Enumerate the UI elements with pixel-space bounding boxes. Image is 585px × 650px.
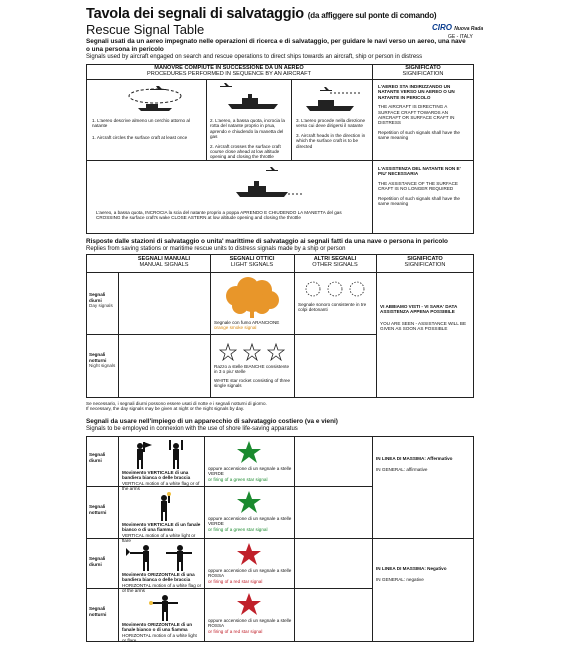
white-star-rocket-icon (216, 342, 290, 362)
section2-col-manual: SEGNALI MANUALI MANUAL SIGNALS (137, 256, 191, 269)
section3-side-divider (118, 436, 119, 642)
meaning2: L'ASSISTENZA DEL NATANTE NON E' PIU' NECESSARIA THE ASSISTANCE OF THE SURFACE CRAFT IS NO LONGER REQUIRED Repetition of such signals shall have the same meaning (378, 166, 461, 207)
r2-night-label: Segnali notturni (89, 504, 107, 515)
section1-header-divider (86, 79, 474, 80)
section2-side-divider (118, 272, 119, 398)
other-signal-text: Segnale sonoro consistente in tre colpi detonanti (298, 302, 367, 313)
r4-night-label: Segnali notturni (89, 606, 107, 617)
r2-manual-text: Movimento VERTICALE di un fanale bianco o di una fiamma VERTICAL motion of a white light or flare (122, 522, 201, 544)
section3-heading: Segnali da usare nell'impiego di un apparecchio di salvataggio costiero (va e vieni) (86, 418, 338, 425)
person-flag-vertical-icon (126, 440, 196, 470)
section2-meaning: VI ABBIAMO VISTI - VI SARA' DATA ASSISTENZA APPENA POSSIBILE YOU ARE SEEN - ASSISTANCE WILL BE GIVEN AS SOON AS POSSIBLE (380, 304, 467, 332)
section2-day-label: Segnali diurni Day signals (89, 292, 113, 308)
section3-col-divider-2 (294, 436, 295, 642)
brand-sub: Nuova Rada (454, 26, 484, 32)
section1-heading-en: Signals used by aircraft engaged on search and rescue operations to direct ships towards an aircraft, ship or person in distress (86, 54, 423, 60)
section2-col-light: SEGNALI OTTICI LIGHT SIGNALS (229, 256, 275, 269)
orange-smoke-text: Segnale con fumo ARANCIONE orange smoke signal (214, 320, 280, 331)
person-light-horizontal-icon (148, 592, 182, 622)
section2-row-divider (86, 334, 376, 335)
section1-row-divider (86, 160, 474, 161)
section2-heading-en: Replies from saving stations or maritime rescue units to distress signals made by a ship or person (86, 246, 346, 252)
r3-manual-text: Movimento ORIZZONTALE di una bandiera bianca o delle braccia HORIZONTAL motion of a white flag or of the arms (122, 572, 202, 594)
aircraft-heading-icon (300, 84, 368, 116)
step4-text: L'aereo, a bassa quota, INCROCIA la scia del natante proprio a poppa APRENDO E CHIUDENDO LA MANETTA del gas CROSSING the surface craft's wake CLOSE ASTERN at low altitude opening and closing the throttle (96, 210, 342, 221)
section1-col-header-left: MANOVRE COMPIUTE IN SUCCESSIONE DA UN AEREO PROCEDURES PERFORMED IN SEQUENCE BY AN AIRCRAFT (146, 65, 311, 78)
r2-light-text: oppure accensione di un segnale a stelle VERDE or firing of a green star signal (208, 516, 292, 532)
step3-text: 3. L'aereo procede nella direzione verso cui deve dirigersi il natante 3. Aircraft heads in the direction in which the surface craft is to be directed (296, 118, 366, 149)
section3-col-divider-3 (372, 436, 373, 642)
sound-signal-icon (302, 278, 368, 300)
section2-header-divider (86, 272, 474, 273)
page-title: Tavola dei segnali di salvataggio (da affiggere sul ponte di comando) (86, 6, 437, 22)
r1-manual-text: Movimento VERTICALE di una bandiera bianca o delle braccia VERTICAL motion of a white flag or of the arms (122, 470, 200, 492)
section1-heading: Segnali usati da un aereo impegnato nelle operazioni di ricerca e di salvataggio, per guidare le navi verso un aereo, una nave o una persona in pericolo (86, 38, 466, 53)
green-star-icon-2 (236, 490, 262, 514)
aircraft-crossing-bow-icon (214, 82, 288, 116)
green-star-icon-1 (236, 440, 262, 464)
red-star-icon-1 (236, 542, 262, 566)
aircraft-crossing-stern-icon (226, 166, 306, 204)
section1-col-divider (372, 64, 373, 234)
step1-text: 1. L'aereo descrive almeno un cerchio attorno al natante 1. Aircraft circles the surface craft at least once (92, 118, 190, 140)
meaning-negative: IN LINEA DI MASSIMA: Negativo IN GENERAL: negative (376, 566, 447, 583)
r4-manual-text: Movimento ORIZZONTALE di un fanale bianco o di una fiamma HORIZONTAL motion of a white light or flare (122, 622, 197, 644)
person-light-vertical-icon (150, 492, 180, 522)
r3-day-label: Segnali diurni (89, 556, 106, 567)
section2-night-label: Segnali notturni Night signals (89, 352, 116, 368)
title-note: (da affiggere sul ponte di comando) (307, 11, 437, 20)
brand-logo: CIRO Nuova Rada (432, 23, 484, 32)
section2-col-divider-1 (210, 254, 211, 398)
red-star-icon-2 (236, 592, 262, 616)
page-subtitle: Rescue Signal Table (86, 22, 205, 37)
white-star-text: Razzo a stelle BIANCHE consistente in 3 o piu' stelle WHITE star rocket consisting of three single signals (214, 364, 291, 389)
r1-light-text: oppure accensione di un segnale a stelle VERDE or firing of a green star signal (208, 466, 292, 482)
section3-col-divider-1 (204, 436, 205, 642)
r3-light-text: oppure accensione di un segnale a stelle ROSSA or firing of a red star signal (208, 568, 292, 584)
section3-heading-en: Signals to be employed in connexion with the use of shore life-saving apparatus (86, 426, 298, 432)
aircraft-circling-icon (120, 84, 190, 114)
person-flag-horizontal-icon (126, 542, 196, 572)
orange-smoke-icon (222, 276, 282, 318)
meaning1: L'AEREO STA INDIRIZZANDO UN NATANTE VERSO UN AEREO O UN NATANTE IN PERICOLO THE AIRCRAFT IS DIRECTING A SURFACE CRAFT TOWARDS AN AIRCRAFT OR SURFACE CRAFT IN DISTRESS Repetition of such signals shall have the same meaning (378, 84, 460, 141)
section1-step-divider-2 (291, 79, 292, 160)
section2-col-signification: SIGNIFICATO SIGNIFICATION (404, 256, 446, 269)
r1-day-label: Segnali diurni (89, 452, 106, 463)
step2-text: 2. L'aereo, a bassa quota, incrocia la rotta del natante proprio in prua, aprendo e chiudendo la manetta del gas 2. Aircraft crosses the surface craft course close ahead at low altitude opening and closing the throttle (210, 118, 285, 160)
brand-country: GE - ITALY (448, 34, 473, 40)
r4-light-text: oppure accensione di un segnale a stelle ROSSA or firing of a red star signal (208, 618, 292, 634)
section2-col-other: ALTRI SEGNALI OTHER SIGNALS (312, 256, 358, 269)
section2-footnote: Se necessario, i segnali diurni possono essere usati di notte e i segnali notturni di giorno. If necessary, the day signals may be given at night or the night signals by day. (86, 401, 267, 412)
section1-col-header-right: SIGNIFICATO SIGNIFICATION (402, 65, 444, 78)
meaning-affirmative: IN LINEA DI MASSIMA: Affermativo IN GENERAL: affirmative (376, 456, 453, 473)
section2-heading: Risposte dalle stazioni di salvataggio o unita' marittime di salvataggio ai segnali fatti da una nave o persona in pericolo (86, 238, 448, 245)
section2-col-divider-2 (294, 254, 295, 398)
section1-step-divider-1 (206, 79, 207, 160)
section2-col-divider-3 (376, 254, 377, 398)
